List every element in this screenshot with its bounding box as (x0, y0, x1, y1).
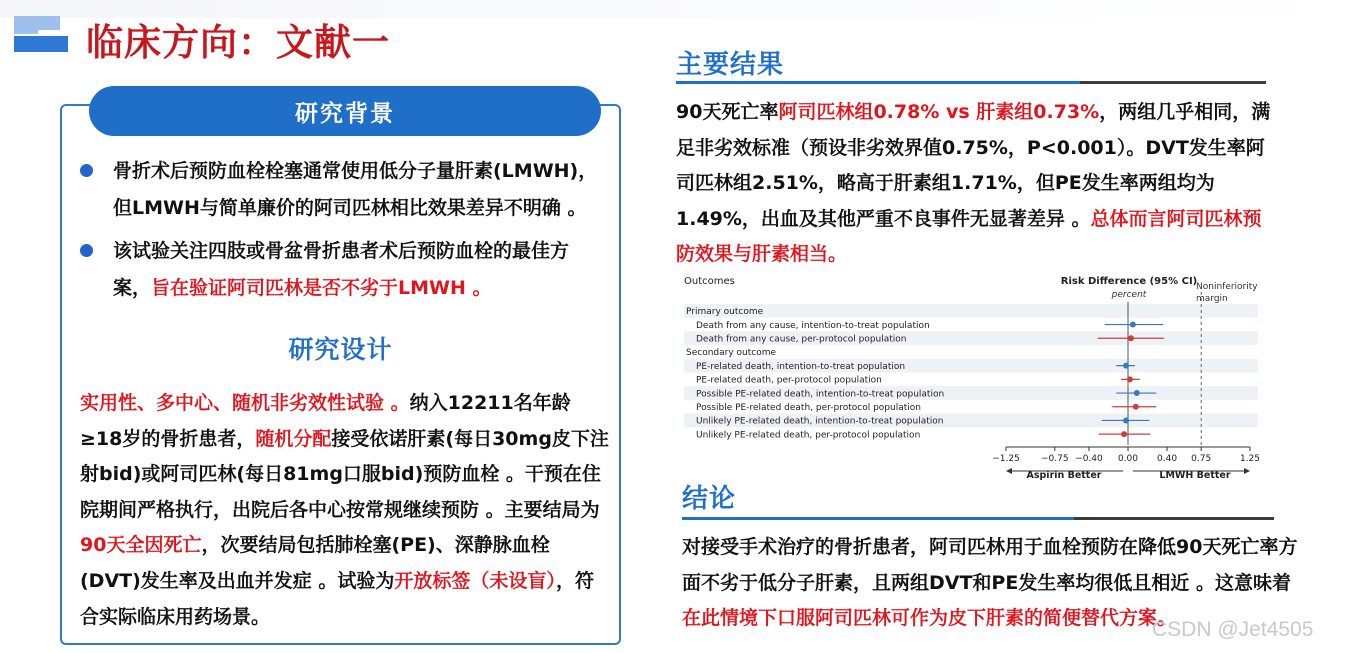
body-text: 对接受手术治疗的骨折患者，阿司匹林用于血栓预防在降低90天死亡率方面不劣于低分子肝素，且两组DVT和PE发生率均很低且相近 。这意味着 (682, 536, 1298, 594)
bullet-text (80, 233, 605, 307)
bullet-dot-icon (80, 164, 93, 177)
forest-point (1127, 376, 1133, 382)
background-bullet-2 (80, 233, 605, 307)
forest-row-label: PE-related death, per-protocol population (696, 375, 882, 386)
body-text: ，符合实际临床用药场景。 (80, 569, 594, 628)
forest-point (1130, 322, 1136, 328)
design-body (80, 386, 610, 635)
arrow-right-icon (1244, 468, 1250, 474)
highlight-text: 90天全因死亡 (80, 534, 202, 557)
body-text: ，次要结局包括肺栓塞(PE)、深静脉血栓(DVT)发生率及出血并发症 。试验为 (80, 534, 550, 592)
forest-left-direction: Aspirin Better (1026, 470, 1102, 481)
body-text: 该试验关注四肢或骨盆骨折患者术后预防血栓的最佳方案， (113, 240, 570, 299)
highlight-text: 开放标签（未设盲） (394, 569, 556, 592)
highlight-text: 实用性、多中心、随机非劣效性试验 。 (80, 392, 410, 414)
logo-bar-gap (38, 30, 68, 36)
design-heading: 研究设计 (288, 335, 393, 364)
body-text: 接受依诺肝素(每日30mg皮下注射bid)或阿司匹林(每日81mg口服bid)预防血栓 。干预在住院期间严格执行，出院后各中心按常规继续预防 。主要结局为 (80, 427, 609, 521)
background-bullet-1 (80, 153, 605, 227)
body-text: 90天死亡率 (676, 101, 779, 123)
forest-row-label: Unlikely PE-related death, intention-to-treat population (696, 416, 944, 427)
results-rule-accent (1080, 81, 1266, 84)
forest-point (1123, 417, 1129, 423)
forest-point (1121, 431, 1127, 437)
forest-row-label: Possible PE-related death, per-protocol population (696, 402, 921, 413)
forest-tick-label: 0.75 (1191, 454, 1212, 464)
forest-col-risk-unit: percent (1111, 290, 1147, 300)
forest-tick-label: 0.40 (1157, 454, 1178, 464)
highlight-text: 在此情境下口服阿司匹林可作为皮下肝素的简便替代方案。 (682, 607, 1177, 629)
bullet-text (80, 153, 605, 227)
forest-margin-label-2: margin (1196, 294, 1228, 304)
watermark: CSDN @Jet4505 (1152, 618, 1314, 641)
results-heading: 主要结果 (676, 50, 785, 80)
forest-col-risk: Risk Difference (95% CI) (1060, 276, 1198, 287)
forest-right-direction: LMWH Better (1159, 470, 1231, 481)
conclusion-heading: 结论 (682, 484, 737, 514)
background-heading: 研究背景 (89, 86, 601, 136)
forest-row-label: PE-related death, intention-to-treat population (696, 361, 906, 372)
forest-row-label: Death from any cause, per-protocol population (696, 334, 907, 345)
forest-row-label: Death from any cause, intention-to-treat population (696, 320, 930, 331)
body-text: ，两组几乎相同，满足非劣效标准（预设非劣效界值0.75%，P<0.001）。DVT发生率阿司匹林组2.51%，略高于肝素组1.71%，但PE发生率两组均为1.49%，出血及其他严重不良事件无显著差异 。 (676, 101, 1271, 230)
forest-row-label: Secondary outcome (686, 348, 777, 359)
forest-row-label: Possible PE-related death, intention-to-treat population (696, 389, 945, 400)
page-title: 临床方向：文献一 (86, 21, 390, 64)
forest-tick-label: 0.00 (1117, 454, 1139, 464)
forest-tick-label: −1.25 (992, 454, 1020, 464)
forest-plot (676, 266, 1266, 486)
body-text: 骨折术后预防血栓栓塞通常使用低分子量肝素(LMWH)， (113, 160, 598, 182)
body-text: 纳入12211名年龄≥18岁的骨折患者， (80, 392, 571, 450)
highlight-text: 随机分配 (255, 427, 332, 450)
forest-tick-label: −0.40 (1075, 454, 1103, 464)
forest-point (1133, 404, 1139, 410)
forest-point (1123, 363, 1129, 369)
body-text: 但LMWH与简单廉价的阿司匹林相比效果差异不明确 。 (113, 197, 587, 219)
bullet-dot-icon (80, 244, 93, 257)
results-body (676, 95, 1276, 273)
logo-bar-dark (14, 36, 68, 52)
arrow-left-icon (1006, 468, 1012, 474)
forest-point (1134, 390, 1140, 396)
forest-row-label: Unlikely PE-related death, per-protocol population (696, 430, 921, 441)
forest-col-outcomes: Outcomes (684, 276, 735, 287)
forest-row-label: Primary outcome (686, 307, 764, 318)
highlight-text: 阿司匹林组0.78% vs 肝素组0.73% (778, 101, 1100, 123)
highlight-text: 旨在验证阿司匹林是否不劣于LMWH 。 (151, 277, 492, 299)
forest-tick-label: −0.75 (1041, 454, 1069, 464)
highlight-text: 总体而言阿司匹林预防效果与肝素相当。 (676, 207, 1262, 265)
conclusion-rule-accent (1074, 517, 1274, 520)
forest-point (1128, 335, 1134, 341)
forest-margin-label-1: Noninferiority (1196, 282, 1258, 292)
forest-row-bg (684, 304, 1258, 318)
forest-tick-label: 1.25 (1239, 454, 1261, 464)
